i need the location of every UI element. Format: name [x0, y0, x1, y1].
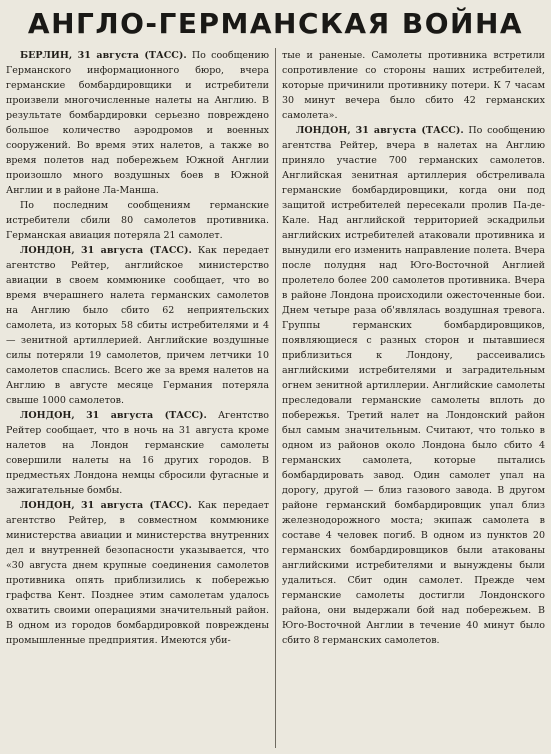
paragraph-london-night-raids — [6, 408, 269, 498]
dateline: ЛОНДОН, 31 августа (ТАСС). — [20, 245, 192, 256]
left-column — [6, 48, 275, 748]
paragraph-text: По сообщению агентства Рейтер, вчера в налетах на Англию приняло участие 700 германских самолетов. Английская зенитная артиллерия обстреливала германские бомбардировщики, когда они под защитой истребителей пересекали пролив Па-де-Кале. Над английской территорией эскадрильи английских истребителей атаковали противника и вынудили его изменить направление полета. Вчера после полудня над Юго-Восточной Англией пролетело более 200 самолетов противника. Вчера в районе Лондона происходили ожесточенные бои. Днем четыре раза об'являлась воздушная тревога. Группы германских бомбардировщиков, появляющиеся с разных сторон и пытавшиеся приблизиться к Лондону, рассеивались английскими истребителями и заградительным огнем зенитной артиллерии. Английские самолеты преследовали германские самолеты вплоть до побережья. Третий налет на Лондонский район был самым значительным. Считают, что только в одном из районов около Лондона было сбито 4 германских самолета, которые пытались бомбардировать завод. Один самолет упал на дорогу, другой — близ газового завода. В другом районе германский бомбардировщик упал близ железнодорожного моста; экипаж самолета в составе 4 человек погиб. В одном из пунктов 20 германских бомбардировщиков были атакованы английскими истребителями и вынуждены были удалиться. Сбит один самолет. Прежде чем германские самолеты достигли Лондонского района, они выдержали бой над побережьем. В Юго-Восточной Англии в течение 40 минут было сбито 8 германских самолетов. — [282, 125, 545, 646]
right-column — [276, 48, 545, 748]
paragraph-text: По сообщению Германского информационного бюро, вчера германские бомбардировщики и истребители произвели многочисленные налеты на Англию. В результате бомбардировки серьезно повреждено большое количество аэродромов и военных сооружений. Во время этих налетов, а также во время полетов над побережьем Южной Англии произошло много воздушных боев в Южной Англии и в районе Ла-Манша. — [6, 50, 269, 196]
dateline: ЛОНДОН, 31 августа (ТАСС). — [20, 500, 192, 511]
dateline: БЕРЛИН, 31 августа (ТАСС). — [20, 50, 187, 61]
article-columns — [6, 48, 545, 748]
dateline: ЛОНДОН, 31 августа (ТАСС). — [20, 410, 207, 421]
dateline: ЛОНДОН, 31 августа (ТАСС). — [296, 125, 464, 136]
paragraph-text: Как передает агентство Рейтер, в совместном коммюнике министерства авиации и министерства внутренних дел и внутренней безопасности указывается, что «30 августа днем крупные соединения самолетов противника опять приблизились к побережью графства Кент. Позднее этим самолетам удалось охватить своими операциями значительный район. В одном из городов бомбардировкой повреждены промышленные предприятия. Имеются уби- — [6, 500, 269, 646]
paragraph-text: Агентство Рейтер сообщает, что в ночь на 31 августа кроме налетов на Лондон германские самолеты совершили налеты на 16 других городов. В предместьях Лондона немцы сбросили фугасные и зажигательные бомбы. — [6, 410, 269, 496]
paragraph-london-reuters-700 — [282, 123, 545, 648]
paragraph-continuation — [282, 48, 545, 123]
paragraph-text: Как передает агентство Рейтер, английское министерство авиации в своем коммюнике сообщает, что во время вчерашнего налета германских самолетов на Англию было сбито 62 неприятельских самолета, из которых 58 сбиты истребителями и 4 — зенитной артиллерией. Английские воздушные силы потеряли 19 самолетов, причем летчики 10 самолетов спаслись. Всего же за время налетов на Англию в августе месяце Германия потеряла свыше 1000 самолетов. — [6, 245, 269, 406]
paragraph-latest-reports — [6, 198, 269, 243]
paragraph-berlin — [6, 48, 269, 198]
paragraph-text: По последним сообщениям германские истребители сбили 80 самолетов противника. Германская авиация потеряла 21 самолет. — [6, 200, 269, 241]
headline: АНГЛО-ГЕРМАНСКАЯ ВОЙНА — [27, 7, 524, 40]
paragraph-london-air-ministry — [6, 243, 269, 408]
paragraph-text: тые и раненые. Самолеты противника встретили сопротивление со стороны наших истребителей, которые причинили противнику потери. К 7 часам 30 минут вечера было сбито 42 германских самолета». — [282, 50, 545, 121]
paragraph-london-joint-communique — [6, 498, 269, 648]
